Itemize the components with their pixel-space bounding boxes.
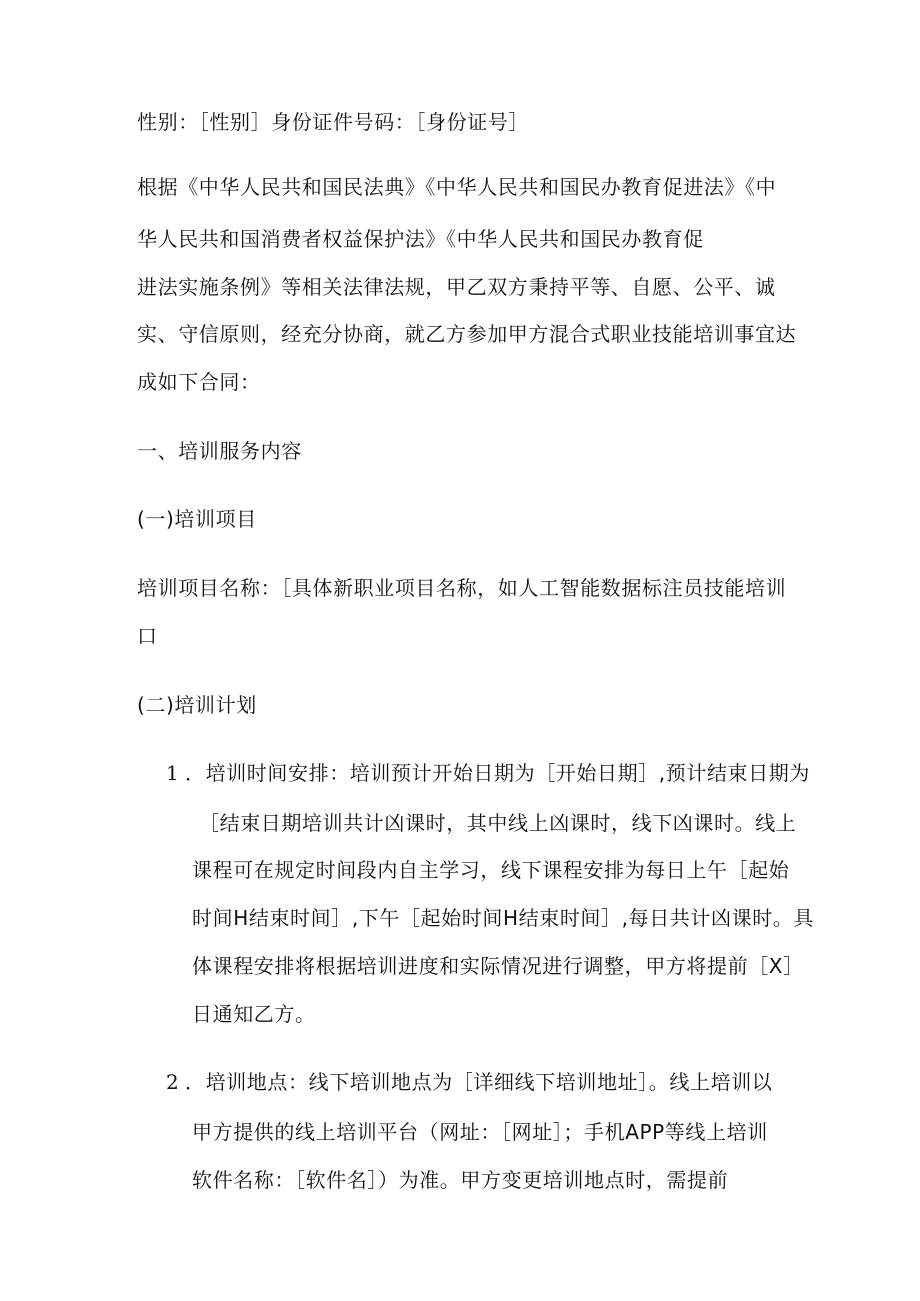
item-2-line-1: ．培训地点：线下培训地点为［详细线下培训地址］。线上培训以: [185, 1070, 773, 1094]
project-name-line-2: 口: [137, 624, 158, 648]
item-1-line-6: 日通知乙方。: [192, 1002, 316, 1026]
preamble-line-3: 进法实施条例》等相关法律法规，甲乙双方秉持平等、自愿、公平、诚: [137, 275, 776, 299]
item-1-line-3: 课程可在规定时间段内自主学习，线下课程安排为每日上午［起始: [192, 858, 790, 882]
sub-2-title: (二)培训计划: [137, 693, 257, 717]
preamble-line-2: 华人民共和国消费者权益保护法》《中华人民共和国民办教育促: [137, 227, 704, 251]
section-1-title: 一、培训服务内容: [137, 439, 302, 463]
item-1-line-2: ［结束日期培训共计凶课时，其中线上凶课时，线下凶课时。线上: [199, 811, 797, 835]
item-2-line-3: 软件名称：［软件名］）为准。甲方变更培训地点时，需提前: [192, 1168, 729, 1192]
item-1-number: 1: [166, 761, 179, 785]
item-1-line-1: ．培训时间安排：培训预计开始日期为［开始日期］,预计结束日期为: [185, 761, 810, 785]
sub-1-title: (一)培训项目: [137, 507, 257, 531]
item-2-number: 2: [166, 1070, 179, 1094]
project-name-line-1: 培训项目名称：［具体新职业项目名称，如人工智能数据标注员技能培训: [137, 576, 787, 600]
preamble-line-4: 实、守信原则，经充分协商，就乙方参加甲方混合式职业技能培训事宜达: [137, 322, 797, 346]
id-line: 性别：［性别］身份证件号码：［身份证号］: [137, 110, 529, 134]
preamble-line-1: 根据《中华人民共和国民法典》《中华人民共和国民办教育促进法》《中: [137, 175, 777, 199]
item-1-line-4: 时间H结束时间］,下午［起始时间H结束时间］,每日共计凶课时。具: [192, 906, 814, 930]
item-1-line-5: 体课程安排将根据培训进度和实际情况进行调整，甲方将提前［X］: [192, 954, 804, 978]
item-2-line-2: 甲方提供的线上培训平台（网址：［网址］；手机APP等线上培训: [192, 1120, 768, 1144]
preamble-line-5: 成如下合同：: [137, 370, 261, 394]
